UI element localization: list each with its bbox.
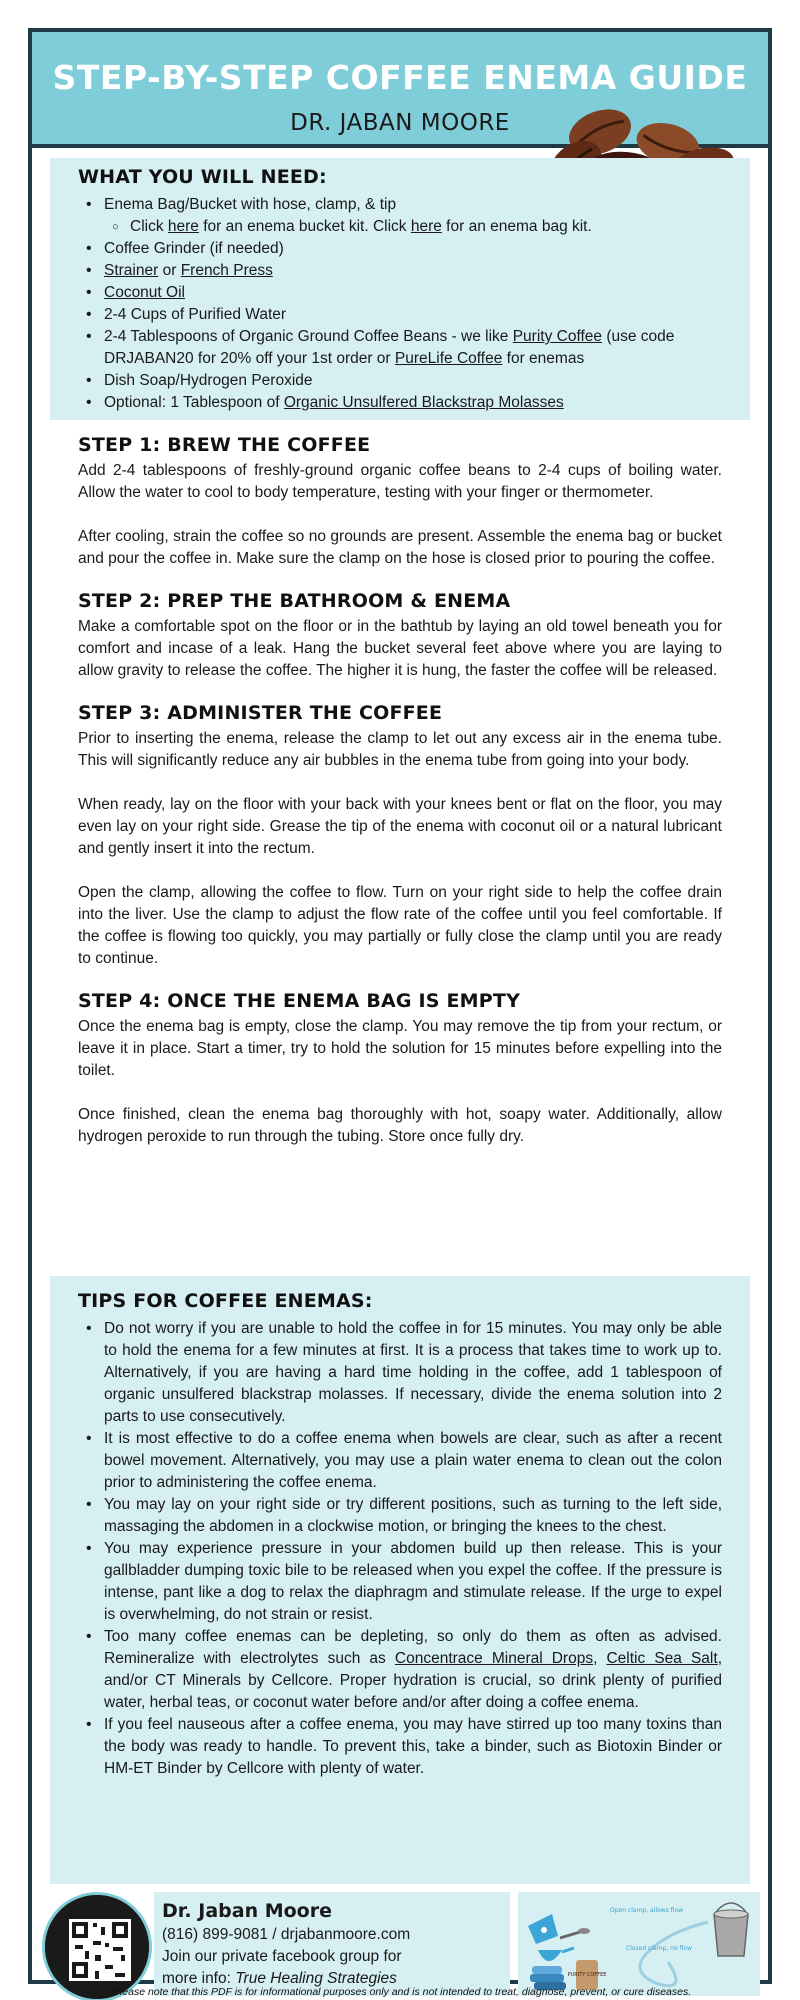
step-paragraph: Open the clamp, allowing the coffee to flow. Turn on your right side to help the coffee drain into the liver. Use the clamp to adjust the flow rate of the coffee until you feel comfortable. If the coffee is flowing too quickly, you may partially or fully close the clamp until you are ready to continue. (78, 884, 722, 967)
list-item: • If you feel nauseous after a coffee enema, you may have stirred up too many toxins than the body was ready to handle. To prevent this, take a binder, such as Biotoxin Binder or HM-ET Binder by Cellcore with plenty of water. (78, 1714, 722, 1780)
author-subtitle: DR. JABAN MOORE (290, 110, 510, 136)
step-1 (78, 434, 722, 570)
bag-kit-link[interactable]: here (410, 218, 442, 235)
celtic-salt-link[interactable]: Celtic Sea Salt (606, 1650, 718, 1667)
text: or (158, 262, 181, 279)
open-clamp-label: Open clamp, allows flow (610, 1907, 684, 1914)
supplies-heading: WHAT YOU WILL NEED: (78, 166, 327, 188)
qr-code-icon[interactable] (42, 1892, 152, 2000)
supplies-graphic (518, 1892, 760, 1996)
list-item (78, 1626, 722, 1714)
footer (32, 1890, 768, 1987)
closed-clamp-label: Closed clamp, no flow (626, 1945, 692, 1952)
step-2 (78, 590, 722, 682)
list-item-text: Enema Bag/Bucket with hose, clamp, & tip (104, 196, 397, 213)
contact-name: Dr. Jaban Moore (162, 1900, 332, 1922)
list-item (78, 392, 722, 414)
tips-panel (50, 1276, 750, 1884)
steps-section (78, 434, 722, 1168)
disclaimer: *Please note that this PDF is for informational purposes only and is not intended to treat, diagnose, prevent, or cure diseases. (108, 1986, 692, 1998)
step-paragraph: Prior to inserting the enema, release the clamp to let out any excess air in the enema tube. This will significantly reduce any air bubbles in the enema tube from going into your body. (78, 730, 722, 769)
coffee-bag-label: PURITY COFFEE (567, 1972, 607, 1978)
concentrace-link[interactable]: Concentrace Mineral Drops (394, 1650, 594, 1667)
text: Too many coffee enemas can be depleting, so only do them as often as advised. Remineralize with electrolytes such as (104, 1628, 722, 1667)
tips-heading: TIPS FOR COFFEE ENEMAS: (78, 1290, 373, 1312)
page-title: STEP-BY-STEP COFFEE ENEMA GUIDE (52, 58, 748, 97)
list-item (78, 282, 722, 304)
list-item: • You may experience pressure in your abdomen build up then release. This is your gallbladder dumping toxic bile to be released when you expel the coffee. If the pressure is intense, pant like a dog to relax the diaphragm and stimulate release. If the urge to expel is overwhelming, do not strain or resist. (78, 1538, 722, 1626)
bucket-kit-link[interactable]: here (167, 218, 199, 235)
step-paragraph: When ready, lay on the floor with your back with your knees bent or flat on the floor, you may even lay on your right side. Grease the tip of the enema with coconut oil or a natural lubricant and gently insert it into the rectum. (78, 796, 722, 857)
tubing-icon (640, 1922, 708, 1986)
step-3 (78, 702, 722, 970)
spoon-icon (560, 1928, 590, 1938)
list-item (78, 326, 722, 370)
facebook-group-name[interactable]: True Healing Strategies (235, 1970, 397, 1987)
purelife-coffee-link[interactable]: PureLife Coffee (394, 350, 503, 367)
enema-supplies-illustration (518, 1892, 760, 1996)
step-4 (78, 990, 722, 1148)
list-item: • Do not worry if you are unable to hold the coffee in for 15 minutes. You may only be able to hold the enema for a few minutes at first. It is a process that takes time to work up to. Alternatively, if you are having a hard time holding in the coffee, add 1 tablespoon of organic unsulfered blackstrap molasses. If necessary, divide the enema solution into 2 parts to use consecutively. (78, 1318, 722, 1428)
contact-join-text: Join our private facebook group for (162, 1948, 402, 1965)
bucket-icon (714, 1903, 748, 1956)
step-heading: STEP 1: BREW THE COFFEE (78, 434, 371, 456)
step-paragraph: Once finished, clean the enema bag thoroughly with hot, soapy water. Additionally, allow hydrogen peroxide to run through the tubing. Store once fully dry. (78, 1106, 722, 1145)
french-press-link[interactable]: French Press (180, 262, 273, 279)
list-item (78, 260, 722, 282)
watering-can-icon (528, 1914, 558, 1944)
qr-code-graphic (45, 1895, 152, 2000)
supplies-panel (50, 158, 750, 420)
text: Optional: 1 Tablespoon of (104, 394, 284, 411)
coconut-oil-link[interactable]: Coconut Oil (104, 284, 185, 301)
step-paragraph: Add 2-4 tablespoons of freshly-ground organic coffee beans to 2-4 cups of boiling water. Allow the water to cool to body temperature, testing with your finger or thermometer. (78, 462, 722, 501)
step-paragraph: Make a comfortable spot on the floor or in the bathtub by laying an old towel beneath you for comfort and incase of a leak. Hang the bucket several feet above where you are laying to allow gravity to release the coffee. The higher it is hung, the faster the coffee will be released. (78, 618, 722, 679)
list-item: • Coffee Grinder (if needed) (78, 238, 722, 260)
text: (use code DRJABAN20 for 20% off your 1st order or (104, 328, 675, 367)
text: Click (130, 218, 168, 235)
list-item: • Dish Soap/Hydrogen Peroxide (78, 370, 722, 392)
supplies-list (78, 194, 722, 414)
header-banner (32, 32, 768, 148)
text: 2-4 Tablespoons of Organic Ground Coffee Beans - we like (104, 328, 513, 345)
step-heading: STEP 3: ADMINISTER THE COFFEE (78, 702, 443, 724)
list-item (104, 216, 722, 238)
text: for enemas (502, 350, 585, 367)
contact-card (154, 1892, 510, 1996)
text: , and/or CT Minerals by Cellcore. Proper hydration is crucial, so drink plenty of purified water, herbal teas, or coconut water before and/or after doing a coffee enema. (104, 1650, 722, 1711)
list-item: • It is most effective to do a coffee enema when bowels are clear, such as after a recent bowel movement. Alternatively, you may use a plain water enema to clean out the colon prior to administering the coffee enema. (78, 1428, 722, 1494)
strainer-icon (538, 1948, 574, 1961)
step-heading: STEP 2: PREP THE BATHROOM & ENEMA (78, 590, 511, 612)
tips-list (78, 1318, 722, 1780)
step-paragraph: After cooling, strain the coffee so no grounds are present. Assemble the enema bag or bucket and pour the coffee in. Make sure the clamp on the hose is closed prior to pouring the coffee. (78, 528, 722, 567)
page-frame (28, 28, 772, 1987)
sublist (104, 216, 722, 238)
text: for an enema bag kit. (441, 218, 592, 235)
list-item: • You may lay on your right side or try different positions, such as turning to the left side, massaging the abdomen in a clockwise motion, or bringing the knees to the chest. (78, 1494, 722, 1538)
step-heading: STEP 4: ONCE THE ENEMA BAG IS EMPTY (78, 990, 521, 1012)
strainer-link[interactable]: Strainer (104, 262, 159, 279)
text: more info: (162, 1970, 236, 1987)
step-paragraph: Once the enema bag is empty, close the clamp. You may remove the tip from your rectum, or leave it in place. Start a timer, try to hold the solution for 15 minutes before expelling into the toilet. (78, 1018, 722, 1079)
purity-coffee-link[interactable]: Purity Coffee (512, 328, 603, 345)
molasses-link[interactable]: Organic Unsulfered Blackstrap Molasses (283, 394, 564, 411)
contact-phone-site[interactable]: (816) 899-9081 / drjabanmoore.com (162, 1926, 411, 1943)
text: , (593, 1650, 607, 1667)
list-item: • 2-4 Cups of Purified Water (78, 304, 722, 326)
list-item (78, 194, 722, 238)
text: for an enema bucket kit. Click (198, 218, 411, 235)
